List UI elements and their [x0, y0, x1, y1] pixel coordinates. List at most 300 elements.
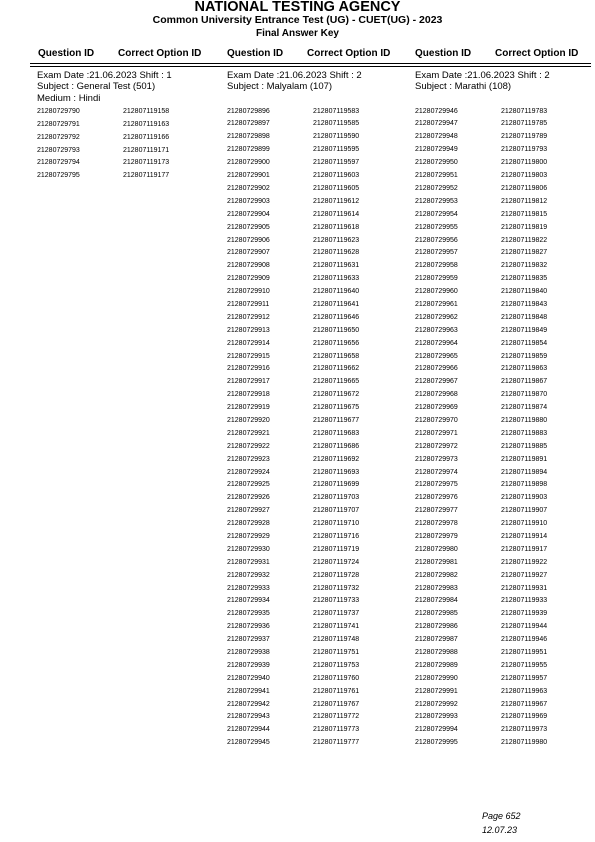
table-row: [227, 660, 362, 673]
document-title: Final Answer Key: [256, 28, 339, 39]
question-id-cell: 21280729949: [415, 146, 458, 154]
table-row: [415, 673, 550, 686]
question-id-cell: 21280729900: [227, 159, 270, 167]
table-row: [227, 183, 362, 196]
question-id-cell: 21280729906: [227, 236, 270, 244]
table-row: [227, 608, 362, 621]
question-id-cell: 21280729965: [415, 352, 458, 360]
question-id-cell: 21280729905: [227, 223, 270, 231]
table-row: [415, 711, 550, 724]
correct-option-id-cell: 212807119944: [501, 623, 548, 631]
question-id-cell: 21280729962: [415, 313, 458, 321]
table-row: [415, 415, 550, 428]
correct-option-id-cell: 212807119806: [501, 184, 548, 192]
table-row: [415, 118, 550, 131]
question-id-cell: 21280729916: [227, 365, 270, 373]
question-id-cell: 21280729795: [37, 172, 80, 180]
correct-option-id-cell: 212807119716: [313, 532, 360, 540]
table-row: [415, 157, 550, 170]
question-id-cell: 21280729794: [37, 159, 80, 167]
footer-date: 12.07.23: [482, 825, 518, 835]
table-row: [415, 621, 550, 634]
correct-option-id-cell: 212807119885: [501, 442, 548, 450]
correct-option-id-cell: 212807119173: [123, 159, 170, 167]
table-row: [227, 222, 362, 235]
correct-option-id-cell: 212807119777: [313, 739, 360, 747]
correct-option-id-cell: 212807119863: [501, 365, 548, 373]
answer-rows: [37, 106, 172, 183]
correct-option-id-cell: 212807119761: [313, 687, 360, 695]
correct-option-id-cell: 212807119614: [313, 210, 360, 218]
correct-option-id-cell: 212807119641: [313, 300, 360, 308]
correct-option-id-cell: 212807119773: [313, 726, 360, 734]
correct-option-id-cell: 212807119967: [501, 700, 548, 708]
table-row: [227, 389, 362, 402]
question-id-cell: 21280729911: [227, 300, 270, 308]
correct-option-id-cell: 212807119686: [313, 442, 360, 450]
question-id-cell: 21280729915: [227, 352, 270, 360]
correct-option-id-cell: 212807119832: [501, 262, 548, 270]
table-row: [415, 660, 550, 673]
correct-option-id-cell: 212807119772: [313, 713, 360, 721]
question-id-cell: 21280729938: [227, 649, 270, 656]
table-row: [415, 583, 550, 596]
question-id-cell: 21280729924: [227, 468, 270, 476]
question-id-cell: 21280729971: [415, 429, 458, 437]
table-row: [227, 467, 362, 480]
question-id-cell: 21280729972: [415, 442, 458, 450]
correct-option-id-cell: 212807119605: [313, 184, 360, 192]
question-id-cell: 21280729978: [415, 520, 458, 528]
correct-option-id-cell: 212807119672: [313, 391, 360, 399]
section-subject: Subject : Marathi (108): [415, 81, 512, 93]
column-header-correct-option-id-3: Correct Option ID: [495, 48, 579, 59]
question-id-cell: 21280729921: [227, 429, 270, 437]
table-row: [227, 505, 362, 518]
table-row: [227, 621, 362, 634]
question-id-cell: 21280729960: [415, 288, 458, 296]
section-exam-date: Exam Date :21.06.2023 Shift : 1: [37, 70, 172, 81]
correct-option-id-cell: 212807119819: [501, 223, 548, 231]
question-id-cell: 21280729974: [415, 468, 458, 476]
question-id-cell: 21280729913: [227, 326, 270, 334]
question-id-cell: 21280729958: [415, 262, 458, 270]
question-id-cell: 21280729982: [415, 571, 458, 579]
question-id-cell: 21280729966: [415, 365, 458, 373]
correct-option-id-cell: 212807119728: [313, 571, 360, 579]
section-marathi: [415, 70, 550, 750]
correct-option-id-cell: 212807119710: [313, 520, 360, 528]
correct-option-id-cell: 212807119703: [313, 494, 360, 502]
table-row: [415, 312, 550, 325]
correct-option-id-cell: 212807119590: [313, 133, 360, 141]
correct-option-id-cell: 212807119623: [313, 236, 360, 244]
column-header-correct-option-id-2: Correct Option ID: [307, 48, 391, 59]
table-row: [227, 338, 362, 351]
correct-option-id-cell: 212807119827: [501, 249, 548, 257]
correct-option-id-cell: 212807119171: [123, 146, 170, 154]
table-row: [227, 544, 362, 557]
correct-option-id-cell: 212807119163: [123, 120, 170, 128]
table-row: [415, 505, 550, 518]
table-row: [415, 389, 550, 402]
table-row: [415, 608, 550, 621]
question-id-cell: 21280729955: [415, 223, 458, 231]
question-id-cell: 21280729940: [227, 674, 270, 682]
column-header-question-id-1: Question ID: [38, 48, 95, 59]
table-row: [227, 583, 362, 596]
table-row: [415, 144, 550, 157]
correct-option-id-cell: 212807119656: [313, 339, 360, 347]
table-row: [415, 724, 550, 737]
question-id-cell: 21280729931: [227, 558, 270, 566]
table-row: [227, 686, 362, 699]
question-id-cell: 21280729981: [415, 558, 458, 566]
table-row: [227, 711, 362, 724]
correct-option-id-cell: 212807119843: [501, 300, 548, 308]
correct-option-id-cell: 212807119927: [501, 571, 548, 579]
table-row: [227, 531, 362, 544]
exam-title: Common University Entrance Test (UG) - CUET(UG) - 2023: [152, 14, 443, 26]
section-subject: Subject : General Test (501): [37, 81, 156, 93]
question-id-cell: 21280729908: [227, 262, 270, 270]
correct-option-id-cell: 212807119803: [501, 172, 548, 180]
question-id-cell: 21280729926: [227, 494, 270, 502]
correct-option-id-cell: 212807119931: [501, 584, 548, 592]
correct-option-id-cell: 212807119699: [313, 481, 360, 489]
table-row: [415, 441, 550, 454]
correct-option-id-cell: 212807119724: [313, 558, 360, 566]
table-row: [415, 351, 550, 364]
question-id-cell: 21280729995: [415, 739, 458, 747]
table-row: [415, 273, 550, 286]
correct-option-id-cell: 212807119910: [501, 520, 548, 528]
table-row: [227, 157, 362, 170]
table-row: [227, 479, 362, 492]
question-id-cell: 21280729933: [227, 584, 270, 592]
question-id-cell: 21280729976: [415, 494, 458, 502]
correct-option-id-cell: 212807119760: [313, 674, 360, 682]
table-row: [415, 570, 550, 583]
table-row: [227, 235, 362, 248]
correct-option-id-cell: 212807119840: [501, 288, 548, 296]
correct-option-id-cell: 212807119859: [501, 352, 548, 360]
table-row: [227, 209, 362, 222]
correct-option-id-cell: 212807119585: [313, 120, 360, 128]
correct-option-id-cell: 212807119737: [313, 610, 360, 618]
question-id-cell: 21280729936: [227, 623, 270, 631]
table-row: [227, 106, 362, 119]
question-id-cell: 21280729932: [227, 571, 270, 579]
table-row: [227, 325, 362, 338]
correct-option-id-cell: 212807119939: [501, 610, 548, 618]
question-id-cell: 21280729929: [227, 532, 270, 540]
correct-option-id-cell: 212807119903: [501, 494, 548, 502]
question-id-cell: 21280729975: [415, 481, 458, 489]
table-row: [37, 119, 172, 132]
question-id-cell: 21280729961: [415, 300, 458, 308]
question-id-cell: 21280729957: [415, 249, 458, 257]
question-id-cell: 21280729950: [415, 159, 458, 167]
table-row: [227, 724, 362, 737]
question-id-cell: 21280729919: [227, 404, 270, 412]
question-id-cell: 21280729942: [227, 700, 270, 708]
correct-option-id-cell: 212807119612: [313, 197, 360, 205]
table-row: [415, 209, 550, 222]
question-id-cell: 21280729904: [227, 210, 270, 218]
table-row: [37, 106, 172, 119]
correct-option-id-cell: 212807119741: [313, 623, 360, 631]
table-row: [415, 376, 550, 389]
column-header-question-id-2: Question ID: [227, 48, 284, 59]
correct-option-id-cell: 212807119969: [501, 713, 548, 721]
correct-option-id-cell: 212807119933: [501, 597, 548, 605]
question-id-cell: 21280729951: [415, 172, 458, 180]
correct-option-id-cell: 212807119951: [501, 649, 548, 656]
correct-option-id-cell: 212807119883: [501, 429, 548, 437]
question-id-cell: 21280729790: [37, 107, 80, 115]
table-row: [415, 183, 550, 196]
correct-option-id-cell: 212807119732: [313, 584, 360, 592]
table-row: [415, 170, 550, 183]
question-id-cell: 21280729947: [415, 120, 458, 128]
header-rule-top: [30, 63, 591, 64]
table-row: [415, 518, 550, 531]
section-subject: Subject : Malyalam (107): [227, 81, 333, 93]
correct-option-id-cell: 212807119631: [313, 262, 360, 270]
table-row: [227, 415, 362, 428]
question-id-cell: 21280729985: [415, 610, 458, 618]
question-id-cell: 21280729986: [415, 623, 458, 631]
table-row: [415, 595, 550, 608]
correct-option-id-cell: 212807119800: [501, 159, 548, 167]
question-id-cell: 21280729959: [415, 275, 458, 283]
table-row: [227, 492, 362, 505]
correct-option-id-cell: 212807119894: [501, 468, 548, 476]
correct-option-id-cell: 212807119748: [313, 636, 360, 644]
question-id-cell: 21280729979: [415, 532, 458, 540]
question-id-cell: 21280729923: [227, 455, 270, 463]
question-id-cell: 21280729973: [415, 455, 458, 463]
table-row: [227, 699, 362, 712]
table-row: [227, 518, 362, 531]
table-row: [227, 441, 362, 454]
table-row: [415, 363, 550, 376]
section-exam-date: Exam Date :21.06.2023 Shift : 2: [227, 70, 362, 81]
answer-rows: [227, 106, 362, 751]
question-id-cell: 21280729898: [227, 133, 270, 141]
correct-option-id-cell: 212807119955: [501, 661, 548, 669]
correct-option-id-cell: 212807119917: [501, 545, 548, 553]
table-row: [227, 363, 362, 376]
correct-option-id-cell: 212807119675: [313, 404, 360, 412]
question-id-cell: 21280729941: [227, 687, 270, 695]
table-row: [227, 351, 362, 364]
table-row: [415, 325, 550, 338]
table-row: [227, 170, 362, 183]
correct-option-id-cell: 212807119158: [123, 107, 170, 115]
table-row: [415, 467, 550, 480]
correct-option-id-cell: 212807119595: [313, 146, 360, 154]
section-general-test: [37, 70, 172, 183]
correct-option-id-cell: 212807119848: [501, 313, 548, 321]
table-row: [37, 170, 172, 183]
correct-option-id-cell: 212807119650: [313, 326, 360, 334]
correct-option-id-cell: 212807119719: [313, 545, 360, 553]
question-id-cell: 21280729968: [415, 391, 458, 399]
table-row: [37, 157, 172, 170]
question-id-cell: 21280729969: [415, 404, 458, 412]
correct-option-id-cell: 212807119783: [501, 107, 548, 115]
table-row: [227, 454, 362, 467]
table-row: [415, 131, 550, 144]
table-row: [415, 260, 550, 273]
table-row: [227, 557, 362, 570]
table-row: [37, 145, 172, 158]
correct-option-id-cell: 212807119874: [501, 404, 548, 412]
correct-option-id-cell: 212807119633: [313, 275, 360, 283]
agency-title: NATIONAL TESTING AGENCY: [194, 0, 401, 15]
question-id-cell: 21280729963: [415, 326, 458, 334]
table-row: [415, 338, 550, 351]
correct-option-id-cell: 212807119973: [501, 726, 548, 734]
question-id-cell: 21280729914: [227, 339, 270, 347]
correct-option-id-cell: 212807119891: [501, 455, 548, 463]
correct-option-id-cell: 212807119898: [501, 481, 548, 489]
question-id-cell: 21280729939: [227, 661, 270, 669]
correct-option-id-cell: 212807119867: [501, 378, 548, 386]
table-row: [227, 570, 362, 583]
question-id-cell: 21280729990: [415, 674, 458, 682]
column-header-question-id-3: Question ID: [415, 48, 472, 59]
question-id-cell: 21280729989: [415, 661, 458, 669]
correct-option-id-cell: 212807119662: [313, 365, 360, 373]
question-id-cell: 21280729917: [227, 378, 270, 386]
table-row: [227, 286, 362, 299]
correct-option-id-cell: 212807119946: [501, 636, 548, 644]
question-id-cell: 21280729792: [37, 133, 80, 141]
question-id-cell: 21280729943: [227, 713, 270, 721]
table-row: [415, 247, 550, 260]
question-id-cell: 21280729954: [415, 210, 458, 218]
question-id-cell: 21280729897: [227, 120, 270, 128]
correct-option-id-cell: 212807119812: [501, 197, 548, 205]
question-id-cell: 21280729991: [415, 687, 458, 695]
question-id-cell: 21280729952: [415, 184, 458, 192]
table-row: [415, 531, 550, 544]
section-malyalam: [227, 70, 362, 750]
correct-option-id-cell: 212807119677: [313, 416, 360, 424]
table-row: [227, 196, 362, 209]
correct-option-id-cell: 212807119583: [313, 107, 360, 115]
question-id-cell: 21280729918: [227, 391, 270, 399]
table-row: [227, 634, 362, 647]
table-row: [415, 479, 550, 492]
correct-option-id-cell: 212807119603: [313, 172, 360, 180]
section-exam-date: Exam Date :21.06.2023 Shift : 2: [415, 70, 550, 81]
table-row: [227, 273, 362, 286]
question-id-cell: 21280729902: [227, 184, 270, 192]
table-row: [227, 595, 362, 608]
table-row: [227, 312, 362, 325]
table-row: [227, 144, 362, 157]
question-id-cell: 21280729956: [415, 236, 458, 244]
question-id-cell: 21280729903: [227, 197, 270, 205]
correct-option-id-cell: 212807119880: [501, 416, 548, 424]
table-row: [415, 428, 550, 441]
correct-option-id-cell: 212807119733: [313, 597, 360, 605]
question-id-cell: 21280729791: [37, 120, 80, 128]
table-row: [227, 247, 362, 260]
correct-option-id-cell: 212807119707: [313, 507, 360, 515]
table-row: [227, 647, 362, 660]
correct-option-id-cell: 212807119628: [313, 249, 360, 257]
question-id-cell: 21280729967: [415, 378, 458, 386]
question-id-cell: 21280729970: [415, 416, 458, 424]
table-row: [227, 260, 362, 273]
correct-option-id-cell: 212807119922: [501, 558, 548, 566]
correct-option-id-cell: 212807119177: [123, 172, 170, 180]
question-id-cell: 21280729907: [227, 249, 270, 257]
table-row: [415, 557, 550, 570]
table-row: [415, 686, 550, 699]
correct-option-id-cell: 212807119980: [501, 739, 548, 747]
correct-option-id-cell: 212807119166: [123, 133, 170, 141]
table-row: [227, 737, 362, 750]
table-row: [415, 299, 550, 312]
table-row: [227, 673, 362, 686]
question-id-cell: 21280729935: [227, 610, 270, 618]
question-id-cell: 21280729983: [415, 584, 458, 592]
table-row: [227, 299, 362, 312]
question-id-cell: 21280729910: [227, 288, 270, 296]
correct-option-id-cell: 212807119665: [313, 378, 360, 386]
table-row: [415, 454, 550, 467]
question-id-cell: 21280729946: [415, 107, 458, 115]
correct-option-id-cell: 212807119849: [501, 326, 548, 334]
correct-option-id-cell: 212807119693: [313, 468, 360, 476]
question-id-cell: 21280729980: [415, 545, 458, 553]
correct-option-id-cell: 212807119815: [501, 210, 548, 218]
page-number: Page 652: [482, 811, 521, 821]
table-row: [415, 286, 550, 299]
table-row: [227, 131, 362, 144]
column-header-correct-option-id-1: Correct Option ID: [118, 48, 202, 59]
question-id-cell: 21280729925: [227, 481, 270, 489]
question-id-cell: 21280729934: [227, 597, 270, 605]
question-id-cell: 21280729987: [415, 636, 458, 644]
question-id-cell: 21280729920: [227, 416, 270, 424]
table-row: [415, 222, 550, 235]
table-row: [227, 118, 362, 131]
question-id-cell: 21280729927: [227, 507, 270, 515]
question-id-cell: 21280729909: [227, 275, 270, 283]
table-row: [227, 376, 362, 389]
question-id-cell: 21280729988: [415, 649, 458, 656]
question-id-cell: 21280729993: [415, 713, 458, 721]
correct-option-id-cell: 212807119870: [501, 391, 548, 399]
question-id-cell: 21280729896: [227, 107, 270, 115]
correct-option-id-cell: 212807119692: [313, 455, 360, 463]
table-row: [415, 544, 550, 557]
correct-option-id-cell: 212807119963: [501, 687, 548, 695]
table-row: [227, 428, 362, 441]
table-row: [415, 492, 550, 505]
table-row: [37, 132, 172, 145]
question-id-cell: 21280729899: [227, 146, 270, 154]
question-id-cell: 21280729953: [415, 197, 458, 205]
correct-option-id-cell: 212807119646: [313, 313, 360, 321]
